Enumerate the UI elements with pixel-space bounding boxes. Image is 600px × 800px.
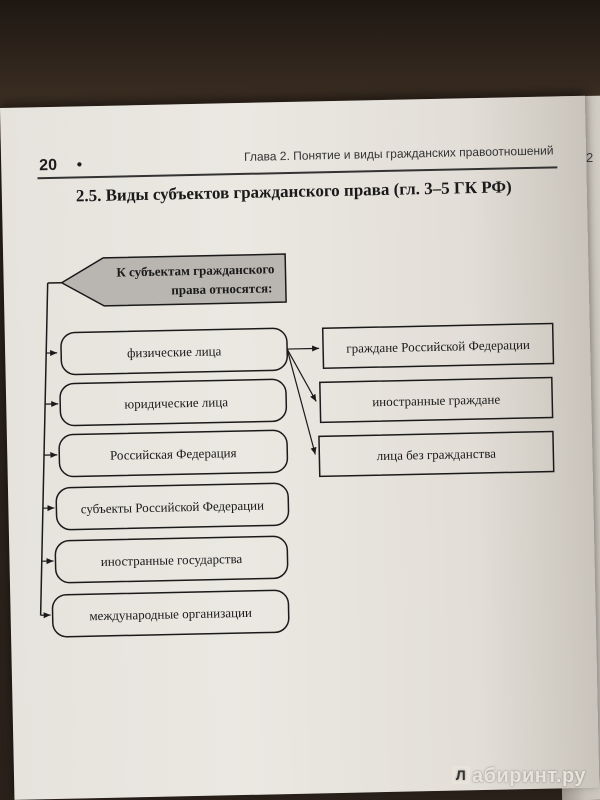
watermark-logo-icon: Л xyxy=(452,766,470,784)
arrow-to-right-3 xyxy=(287,348,315,455)
section-title: 2.5. Виды субъектов гражданского права (гл. 3–5 ГК РФ) xyxy=(75,177,512,206)
header-bullet: • xyxy=(75,154,83,175)
watermark xyxy=(452,765,586,788)
diagram-header-line2: права относятся: xyxy=(171,280,273,298)
left-item-2: юридические лица xyxy=(124,394,229,412)
facing-page-fragment: 2 xyxy=(586,150,594,165)
page-number: 20 xyxy=(39,156,58,175)
right-item-3: лица без гражданства xyxy=(376,445,497,464)
left-item-6: международные организации xyxy=(89,604,253,624)
watermark-text: абиринт.ру xyxy=(472,765,587,787)
arrow-to-right-2 xyxy=(287,348,316,402)
left-item-4: субъекты Российской Федерации xyxy=(80,497,265,517)
left-item-3: Российская Федерация xyxy=(109,445,237,463)
diagram-header-line1: К субъектам гражданского xyxy=(116,261,275,280)
subjects-diagram xyxy=(0,96,599,800)
arrow-to-right-1 xyxy=(287,348,319,349)
running-head: Глава 2. Понятие и виды гражданских правоотношений xyxy=(243,143,554,164)
right-item-1: граждане Российской Федерации xyxy=(346,336,531,356)
right-item-2: иностранные граждане xyxy=(372,391,501,410)
diagram-bracket-vertical xyxy=(34,283,55,615)
left-item-1: физические лица xyxy=(126,343,222,361)
book-page xyxy=(0,96,599,800)
left-item-5: иностранные государства xyxy=(100,551,243,569)
